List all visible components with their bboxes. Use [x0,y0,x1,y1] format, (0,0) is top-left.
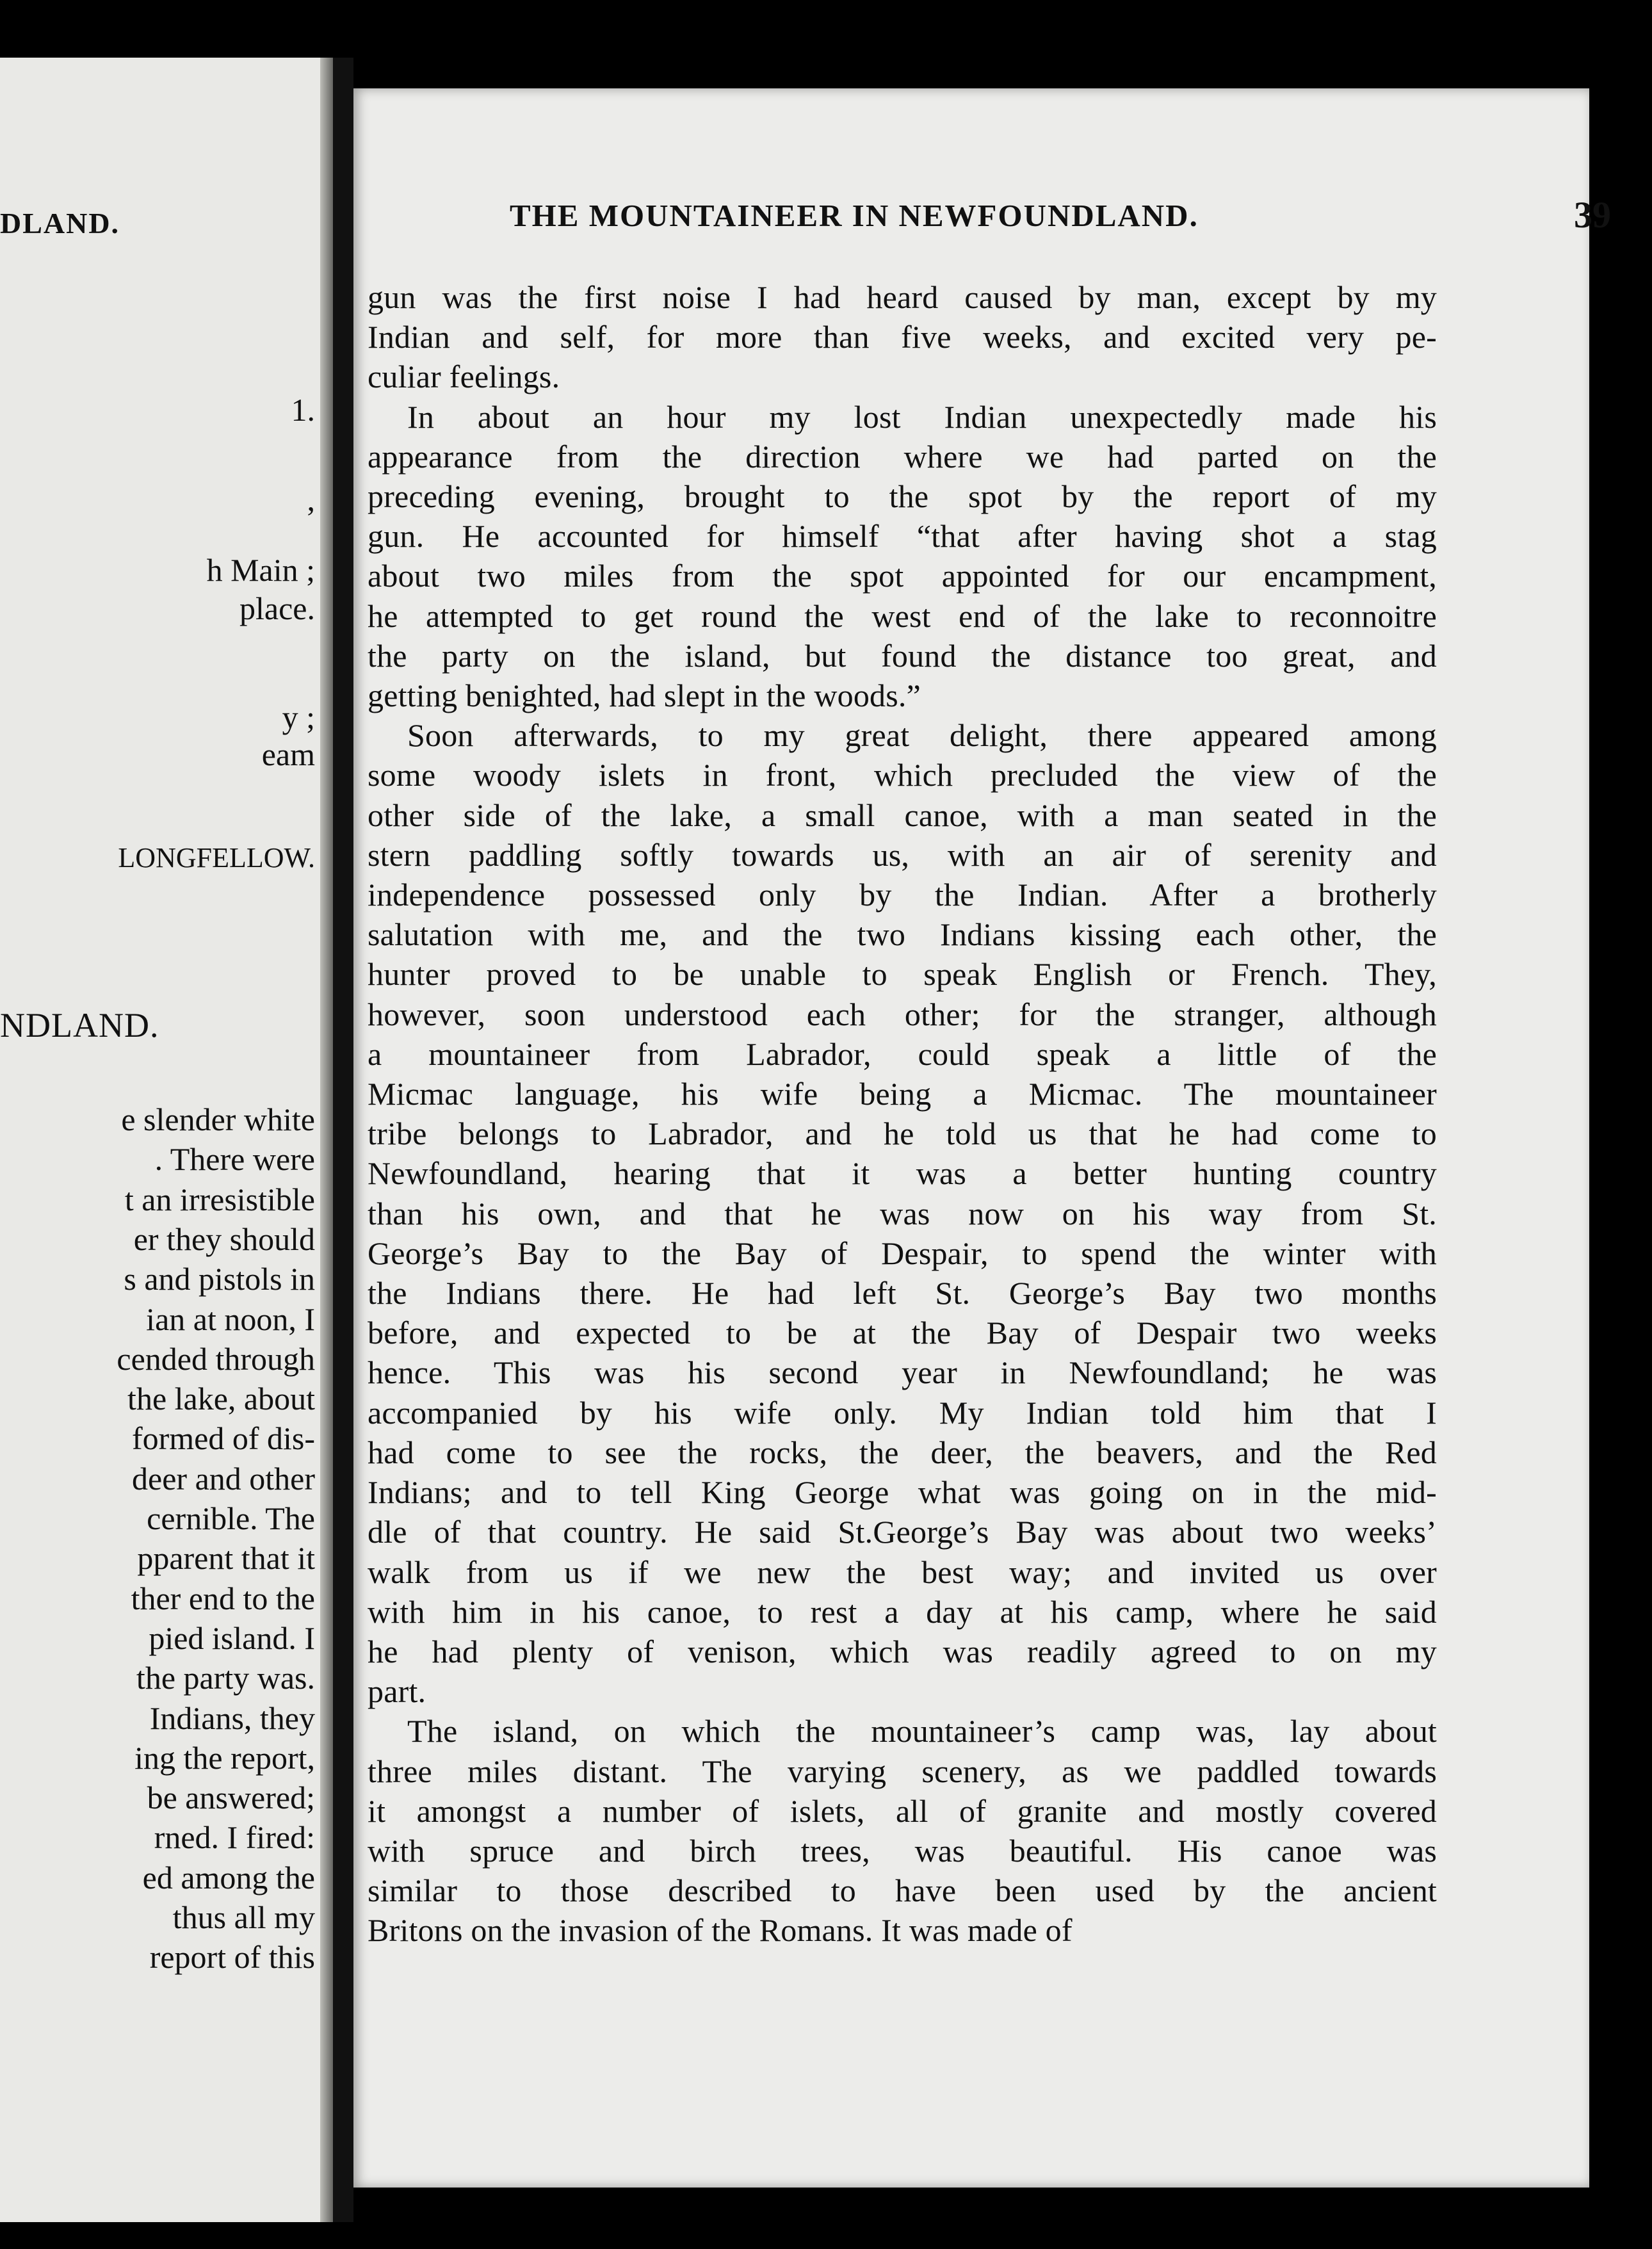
text-line: similar to those described to have been used by the ancient [368,1872,1437,1909]
previous-page-line: the party was. [136,1660,315,1696]
previous-page-line: pied island. I [149,1620,315,1656]
previous-page-line: Indians, they [149,1700,315,1736]
text-line: dle of that country. He said St.George’s Bay was about two weeks’ [368,1514,1437,1550]
text-line: other side of the lake, a small canoe, with a man seated in the [368,797,1437,833]
previous-page-fragment: place. [239,590,315,626]
text-line: Micmac language, his wife being a Micmac. The mountaineer [368,1076,1437,1112]
previous-page-line: ther end to the [131,1580,315,1616]
text-line: part. [368,1673,426,1710]
text-line: hunter proved to be unable to speak English or French. They, [368,956,1437,993]
text-line: Indian and self, for more than five weeks, and excited very pe- [368,319,1437,355]
text-line: hence. This was his second year in Newfoundland; he was [368,1354,1437,1391]
paragraph [368,397,1437,716]
body-text [368,277,1437,1951]
previous-page-fragment: 1. [291,392,315,428]
text-line: the Indians there. He had left St. George’s Bay two months [368,1275,1437,1311]
text-line: walk from us if we new the best way; and invited us over [368,1554,1437,1590]
text-line: about two miles from the spot appointed for our encampment, [368,558,1437,594]
text-line: it amongst a number of islets, all of granite and mostly covered [368,1792,1437,1829]
text-line: however, soon understood each other; for the stranger, although [368,996,1437,1032]
previous-page-line: pparent that it [137,1540,315,1577]
text-line: salutation with me, and the two Indians kissing each other, the [368,916,1437,953]
text-line: gun was the first noise I had heard caused by man, except by my [368,279,1437,315]
previous-page-line: ian at noon, I [146,1301,315,1337]
previous-page-header: DLAND. [0,207,120,240]
page-number: 39 [1574,194,1611,236]
text-line: gun. He accounted for himself “that after having shot a stag [368,518,1437,555]
text-line: preceding evening, brought to the spot by the report of my [368,478,1437,515]
previous-page-line: formed of dis- [131,1420,315,1457]
text-line: he attempted to get round the west end of the lake to reconnoitre [368,597,1437,634]
text-line: appearance from the direction where we had parted on the [368,438,1437,475]
current-page [353,88,1611,2188]
text-line: George’s Bay to the Bay of Despair, to spend the winter with [368,1235,1437,1271]
text-line: he had plenty of venison, which was readily agreed to on my [368,1633,1437,1669]
text-line: the party on the island, but found the distance too great, and [368,637,1437,674]
previous-page [0,58,320,2222]
previous-page-section-title: NDLAND. [0,1006,159,1044]
previous-page-line: be answered; [147,1780,315,1816]
previous-page-line: deer and other [132,1460,315,1497]
previous-page-fragment: eam [261,736,315,772]
previous-page-fragment: y ; [282,699,315,735]
text-line: Soon afterwards, to my great delight, there appeared among [407,717,1437,754]
previous-page-line: the lake, about [127,1381,315,1417]
text-line: In about an hour my lost Indian unexpectedly made his [407,398,1437,435]
previous-page-line: report of this [149,1939,315,1976]
previous-page-fragment: LONGFELLOW. [118,842,315,873]
text-line: Britons on the invasion of the Romans. It was made of [368,1912,1073,1949]
paragraph [368,1711,1437,1950]
previous-page-line: s and pistols in [124,1261,315,1297]
text-line: getting benighted, had slept in the woods.” [368,678,921,714]
text-line: before, and expected to be at the Bay of Despair two weeks [368,1315,1437,1351]
previous-page-line: er they should [133,1221,315,1257]
running-header [510,194,1637,242]
text-line: tribe belongs to Labrador, and he told us that he had come to [368,1116,1437,1152]
text-line: with spruce and birch trees, was beautiful. His canoe was [368,1832,1437,1869]
text-line: than his own, and that he was now on his way from St. [368,1195,1437,1231]
text-line: stern paddling softly towards us, with an air of serenity and [368,836,1437,873]
previous-page-line: . There were [154,1141,315,1178]
paragraph [368,715,1437,1711]
previous-page-line: cernible. The [147,1500,315,1536]
text-line: Newfoundland, hearing that it was a better hunting country [368,1155,1437,1192]
text-line: independence possessed only by the Indian. After a brotherly [368,877,1437,913]
paragraph [368,277,1437,397]
text-line: accompanied by his wife only. My Indian told him that I [368,1394,1437,1431]
text-line: had come to see the rocks, the deer, the beavers, and the Red [368,1434,1437,1470]
previous-page-line: e slender white [121,1101,315,1137]
book-spine [333,58,353,2222]
previous-page-line: thus all my [172,1899,315,1935]
text-line: The island, on which the mountaineer’s camp was, lay about [407,1713,1437,1750]
previous-page-line: t an irresistible [124,1181,315,1217]
previous-page-fragment: h Main ; [206,552,315,588]
text-line: Indians; and to tell King George what was going on in the mid- [368,1474,1437,1511]
text-line: a mountaineer from Labrador, could speak a little of the [368,1035,1437,1072]
previous-page-line: cended through [117,1340,315,1377]
text-line: culiar feelings. [368,359,560,395]
text-line: with him in his canoe, to rest a day at his camp, where he said [368,1593,1437,1630]
text-line: some woody islets in front, which precluded the view of the [368,757,1437,793]
previous-page-line: rned. I fired: [154,1819,315,1856]
previous-page-line: ed among the [142,1859,315,1896]
running-title: THE MOUNTAINEER IN NEWFOUNDLAND. [510,198,1199,233]
text-line: three miles distant. The varying scenery, as we paddled towards [368,1753,1437,1789]
previous-page-fragment: , [307,482,315,517]
previous-page-line: ing the report, [134,1739,315,1776]
